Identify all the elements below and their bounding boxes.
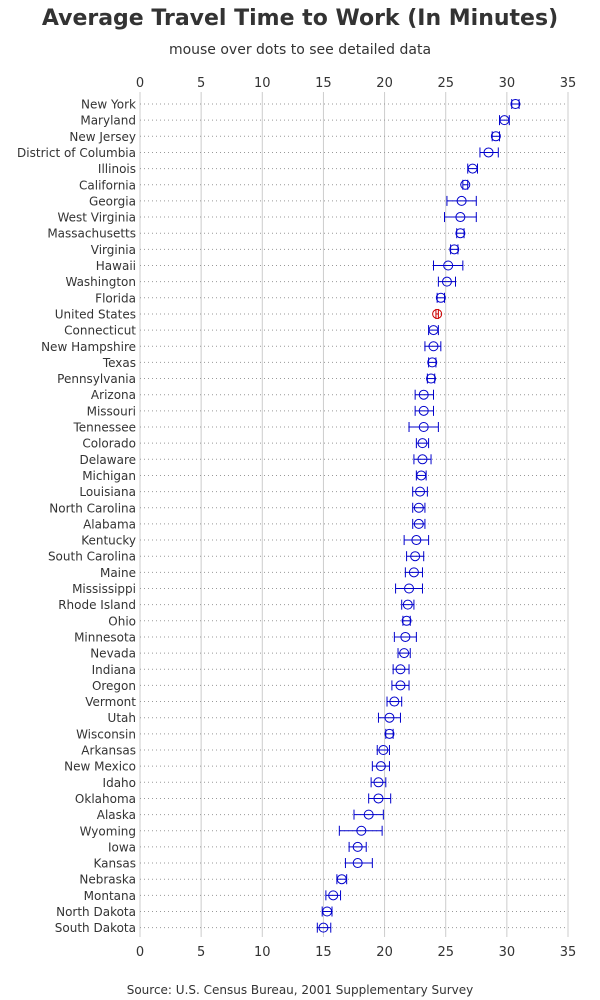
- state-label: Rhode Island: [58, 598, 136, 613]
- state-label: Michigan: [82, 468, 136, 483]
- data-point[interactable]: [371, 777, 386, 787]
- x-tick-label-bottom: 5: [197, 945, 206, 960]
- state-label: South Carolina: [47, 549, 136, 564]
- data-point[interactable]: [438, 277, 455, 287]
- state-label: Utah: [107, 711, 136, 726]
- data-point[interactable]: [444, 212, 476, 222]
- state-label: Ohio: [108, 614, 136, 629]
- state-label: North Carolina: [49, 501, 136, 516]
- tick-layer: [136, 76, 576, 960]
- data-point[interactable]: [402, 616, 411, 626]
- state-label: Massachusetts: [47, 226, 136, 241]
- state-label: Minnesota: [74, 630, 136, 645]
- x-tick-label-bottom: 15: [315, 945, 332, 960]
- data-point[interactable]: [511, 99, 520, 109]
- state-label: Hawaii: [95, 259, 136, 273]
- data-point[interactable]: [416, 470, 426, 480]
- data-point[interactable]: [407, 551, 424, 561]
- data-point[interactable]: [339, 826, 382, 836]
- data-point[interactable]: [425, 341, 441, 351]
- state-label: Texas: [102, 355, 136, 370]
- state-label: Indiana: [91, 662, 136, 677]
- data-point[interactable]: [433, 261, 462, 271]
- state-label: California: [79, 178, 136, 193]
- data-point[interactable]: [322, 907, 332, 917]
- data-point[interactable]: [378, 713, 400, 723]
- mark-layer[interactable]: [317, 99, 520, 933]
- state-label: Kentucky: [81, 533, 136, 548]
- data-point[interactable]: [385, 729, 394, 739]
- data-point[interactable]: [326, 890, 341, 900]
- data-point[interactable]: [447, 196, 476, 206]
- x-tick-label-bottom: 25: [437, 945, 454, 960]
- data-point[interactable]: [468, 164, 478, 174]
- data-point[interactable]: [396, 584, 423, 594]
- state-label: Vermont: [85, 695, 136, 710]
- state-label: Kansas: [93, 856, 136, 871]
- state-label: Idaho: [102, 775, 136, 790]
- x-tick-label-top: 20: [376, 76, 393, 91]
- state-label: Florida: [95, 291, 136, 306]
- data-point[interactable]: [416, 438, 428, 448]
- state-label: Alaska: [96, 808, 136, 823]
- state-label: New Hampshire: [41, 339, 136, 354]
- data-point[interactable]: [377, 745, 389, 755]
- x-tick-label-top: 15: [315, 76, 332, 91]
- data-point[interactable]: [414, 454, 431, 464]
- state-label: District of Columbia: [17, 145, 136, 160]
- data-point[interactable]: [398, 648, 410, 658]
- state-label: Iowa: [107, 840, 136, 855]
- data-point[interactable]: [427, 374, 436, 384]
- state-label: Virginia: [90, 242, 136, 257]
- state-label: Connecticut: [64, 323, 136, 338]
- state-label: Georgia: [88, 194, 136, 209]
- data-point[interactable]: [345, 858, 372, 868]
- state-label: Arkansas: [81, 743, 136, 758]
- data-point[interactable]: [456, 228, 465, 238]
- data-point[interactable]: [405, 567, 422, 577]
- label-layer: [17, 98, 136, 936]
- data-point[interactable]: [354, 810, 383, 820]
- state-label: Illinois: [97, 162, 136, 177]
- state-label: Tennessee: [73, 420, 136, 435]
- data-point[interactable]: [428, 357, 437, 367]
- data-point[interactable]: [393, 664, 409, 674]
- state-label: West Virginia: [57, 210, 136, 225]
- data-point[interactable]: [392, 680, 409, 690]
- state-label: New Jersey: [69, 129, 136, 144]
- state-label: Wisconsin: [76, 727, 136, 742]
- data-point[interactable]: [450, 244, 459, 254]
- data-point[interactable]: [415, 390, 433, 400]
- state-label: United States: [54, 307, 136, 322]
- data-point[interactable]: [413, 487, 428, 497]
- state-label: Oklahoma: [74, 791, 136, 806]
- state-label: Nevada: [90, 646, 136, 661]
- x-tick-label-top: 25: [437, 76, 454, 91]
- x-tick-label-bottom: 10: [254, 945, 271, 960]
- state-label: Oregon: [91, 678, 136, 693]
- x-tick-label-bottom: 30: [498, 945, 516, 960]
- data-point[interactable]: [394, 632, 416, 642]
- state-label: Maine: [99, 565, 136, 580]
- x-tick-label-bottom: 20: [376, 945, 393, 960]
- data-point[interactable]: [369, 793, 391, 803]
- chart-title: Average Travel Time to Work (In Minutes): [41, 6, 559, 31]
- state-label: New Mexico: [64, 759, 136, 774]
- state-label: New York: [81, 97, 136, 112]
- data-point[interactable]: [413, 519, 425, 529]
- data-point[interactable]: [372, 761, 389, 771]
- state-label: Mississippi: [72, 582, 136, 596]
- state-label: Delaware: [79, 452, 136, 467]
- chart-subtitle: mouse over dots to see detailed data: [168, 42, 432, 58]
- data-point[interactable]: [409, 422, 438, 432]
- data-point[interactable]: [415, 406, 433, 416]
- x-tick-label-bottom: 35: [559, 945, 577, 960]
- x-tick-label-top: 35: [559, 76, 577, 91]
- state-label: Pennsylvania: [57, 372, 136, 387]
- data-point[interactable]: [491, 131, 500, 141]
- data-point[interactable]: [387, 697, 402, 707]
- chart-source: Source: U.S. Census Bureau, 2001 Supplementary Survey: [126, 983, 474, 997]
- state-label: Montana: [83, 888, 136, 903]
- state-label: Arizona: [90, 388, 136, 403]
- state-label: Alabama: [83, 517, 136, 532]
- state-label: Washington: [65, 275, 136, 290]
- data-point[interactable]: [480, 147, 498, 157]
- x-tick-label-bottom: 0: [135, 945, 145, 960]
- data-point[interactable]: [413, 503, 425, 513]
- x-tick-label-top: 5: [197, 76, 206, 91]
- data-point[interactable]: [337, 874, 347, 884]
- state-label: Louisiana: [79, 485, 136, 500]
- state-label: South Dakota: [54, 921, 136, 936]
- data-point[interactable]: [402, 600, 414, 610]
- state-label: Wyoming: [79, 824, 136, 839]
- x-tick-label-top: 30: [498, 76, 516, 91]
- data-point[interactable]: [349, 842, 366, 852]
- data-point[interactable]: [317, 923, 330, 933]
- x-tick-label-top: 10: [254, 76, 271, 91]
- data-point[interactable]: [500, 115, 510, 125]
- data-point[interactable]: [404, 535, 428, 545]
- data-point[interactable]: [429, 325, 439, 335]
- state-label: North Dakota: [56, 905, 136, 919]
- state-label: Maryland: [80, 113, 136, 128]
- state-label: Missouri: [86, 404, 136, 419]
- x-tick-label-top: 0: [135, 76, 145, 91]
- data-point[interactable]: [436, 293, 445, 303]
- state-label: Colorado: [82, 436, 136, 451]
- state-label: Nebraska: [79, 872, 136, 887]
